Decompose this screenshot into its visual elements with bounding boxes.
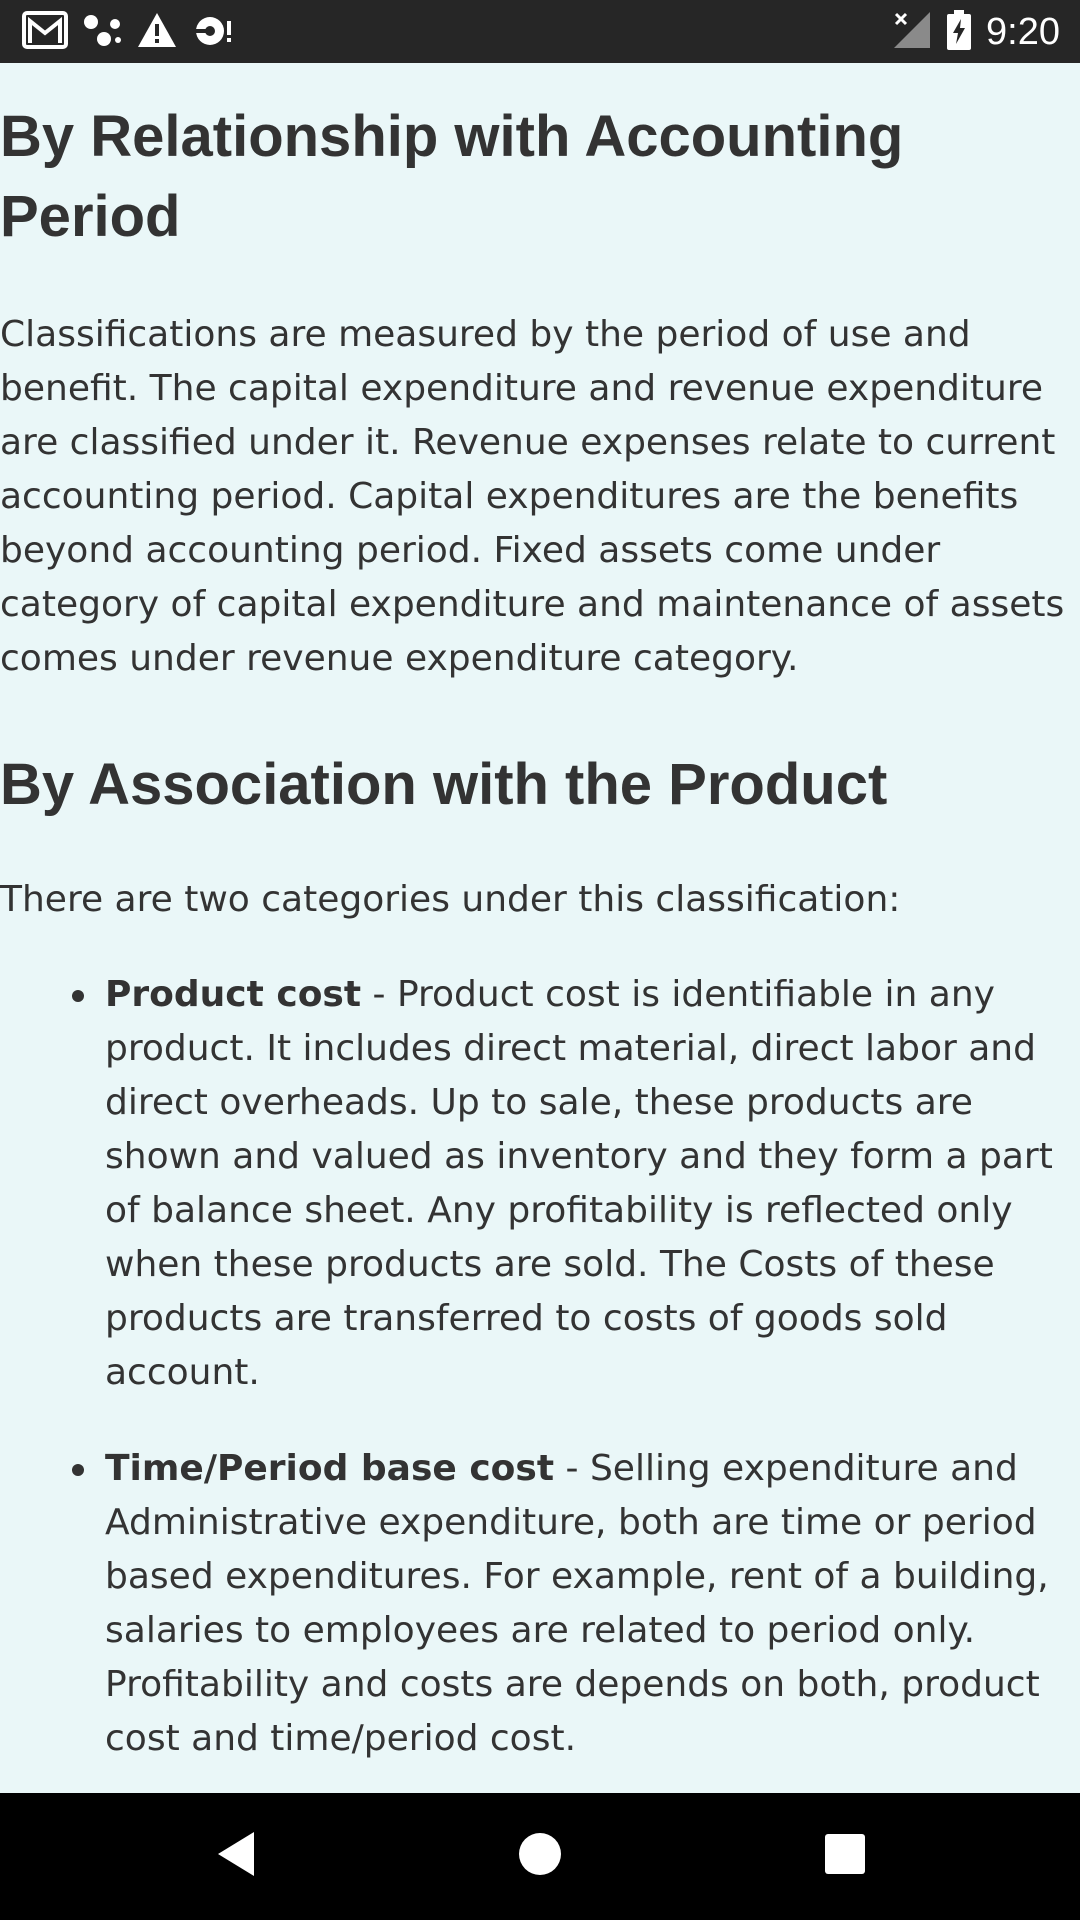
gmail-icon xyxy=(22,11,68,54)
section-paragraph: There are two categories under this classification: xyxy=(0,879,901,920)
no-signal-icon xyxy=(892,10,932,55)
navigation-bar xyxy=(0,1793,1080,1920)
bullet-icon xyxy=(72,990,84,1002)
sync-icon xyxy=(192,11,234,54)
list-item-term: Time/Period base cost xyxy=(105,1448,555,1489)
back-icon xyxy=(214,1830,258,1883)
connection-icon xyxy=(82,12,122,53)
recents-icon xyxy=(824,1833,866,1880)
list-item-text: - Selling expenditure and Administrative expenditure, both are time or period based expenditures. For example, rent of a building, salaries to employees are related to period only. Profitability and costs are depends on both, product cost and time/period cost. xyxy=(105,1448,1049,1759)
back-button[interactable] xyxy=(206,1826,266,1886)
status-bar xyxy=(0,0,1080,63)
clock: 9:20 xyxy=(986,10,1060,53)
notification-icons xyxy=(22,10,234,54)
section-paragraph: Classifications are measured by the period of use and benefit. The capital expenditure and revenue expenditure are classified under it. Revenue expenses relate to current accounting period. Capital expenditures are the benefits beyond accounting period. Fixed assets come under category of capital expenditure and maintenance of assets comes under revenue expenditure category. xyxy=(0,314,1065,679)
home-icon xyxy=(518,1832,562,1881)
category-list xyxy=(0,968,1080,1793)
list-item xyxy=(0,968,1080,1400)
section-heading: By Association with the Product xyxy=(0,752,888,817)
article-content[interactable] xyxy=(0,63,1080,1793)
recents-button[interactable] xyxy=(815,1826,875,1886)
list-item-term: Product cost xyxy=(105,974,362,1015)
warning-icon xyxy=(136,11,178,54)
battery-charging-icon xyxy=(946,10,972,55)
list-item-text: - Product cost is identifiable in any product. It includes direct material, direct labor and direct overheads. Up to sale, these products are shown and valued as inventory and they form a part of balance sheet. Any profitability is reflected only when these products are sold. The Costs of these products are transferred to costs of goods sold account. xyxy=(105,974,1053,1393)
system-status xyxy=(892,10,1060,54)
bullet-icon xyxy=(72,1464,84,1476)
section-heading: By Relationship with Accounting Period xyxy=(0,104,904,249)
home-button[interactable] xyxy=(510,1826,570,1886)
list-item xyxy=(0,1442,1080,1766)
